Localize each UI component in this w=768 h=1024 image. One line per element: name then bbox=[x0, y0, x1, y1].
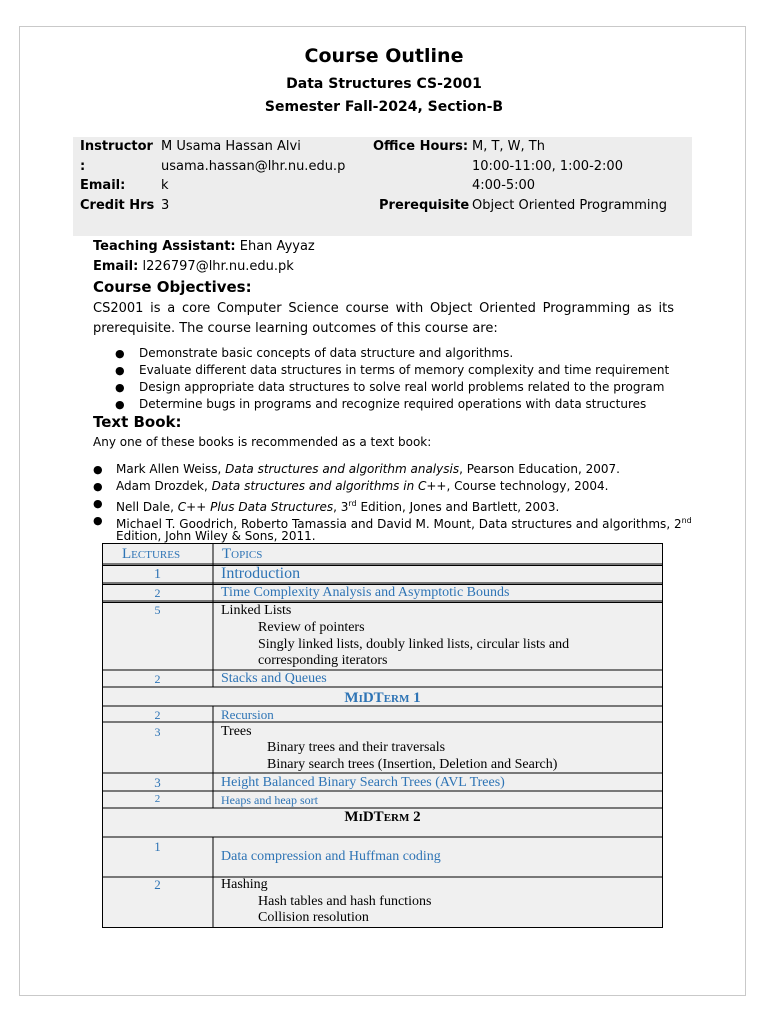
midterm-2-row: MIDTERM 2 bbox=[344, 809, 421, 825]
lecture-count: 2 bbox=[154, 586, 161, 600]
prerequisite-value: Object Oriented Programming bbox=[472, 198, 667, 213]
topic-recursion: Recursion bbox=[221, 707, 274, 722]
ta-email[interactable]: l226797@lhr.nu.edu.pk bbox=[142, 259, 294, 274]
lecture-count: 2 bbox=[154, 877, 161, 892]
credit-hours-label: Credit Hrs bbox=[80, 198, 155, 213]
textbook-heading: Text Book: bbox=[93, 413, 182, 431]
midterm-1-row: MIDTERM 1 bbox=[344, 690, 421, 706]
book-edition-suffix: rd bbox=[348, 499, 357, 508]
objective-item: Demonstrate basic concepts of data structure and algorithms. bbox=[139, 346, 514, 360]
page-title: Course Outline bbox=[304, 45, 464, 67]
ta-name: Ehan Ayyaz bbox=[239, 239, 315, 254]
lecture-count: 3 bbox=[154, 725, 161, 739]
book-title: Data structures and algorithms in C++ bbox=[211, 479, 447, 493]
book-author: Adam Drozdek, bbox=[116, 479, 212, 493]
lecture-count: 1 bbox=[154, 567, 161, 582]
credit-hours-value: 3 bbox=[161, 198, 170, 213]
book-publisher: Edition, Jones and Bartlett, 2003. bbox=[356, 500, 560, 514]
topic-introduction: Introduction bbox=[221, 565, 301, 582]
topic-hashing: Hashing bbox=[221, 877, 268, 892]
bullet-icon: ● bbox=[93, 497, 103, 510]
column-header-topics: TOPICS bbox=[222, 546, 263, 562]
bullet-icon: ● bbox=[115, 364, 125, 377]
course-info-box bbox=[73, 137, 692, 236]
subtopic: Collision resolution bbox=[258, 910, 369, 925]
lecture-count: 3 bbox=[154, 775, 161, 790]
topic-time-complexity: Time Complexity Analysis and Asymptotic Bounds bbox=[221, 585, 510, 600]
book-title: C++ Plus Data Structures bbox=[177, 500, 334, 514]
book-author: Michael T. Goodrich, Roberto Tamassia and David M. Mount, Data structures and algorithms, 2 bbox=[116, 517, 682, 531]
textbook-intro: Any one of these books is recommended as a text book: bbox=[93, 435, 432, 449]
subtopic: Binary trees and their traversals bbox=[267, 740, 446, 755]
bullet-icon: ● bbox=[115, 347, 125, 360]
book-edition-suffix: nd bbox=[681, 516, 692, 525]
subtopic: corresponding iterators bbox=[258, 653, 388, 668]
objective-item: Determine bugs in programs and recognize required operations with data structures bbox=[139, 397, 647, 411]
lecture-count: 2 bbox=[154, 672, 161, 686]
office-slot-1: 10:00-11:00, 1:00-2:00 bbox=[472, 159, 623, 174]
objectives-para-line-1: CS2001 is a core Computer Science course with Object Oriented Programming as its bbox=[93, 301, 674, 316]
semester-section: Semester Fall-2024, Section-B bbox=[264, 99, 504, 115]
instructor-name: M Usama Hassan Alvi bbox=[161, 139, 301, 154]
objective-item: Evaluate different data structures in terms of memory complexity and time requirement bbox=[139, 363, 670, 377]
topic-trees: Trees bbox=[221, 724, 252, 739]
instructor-label-colon: : bbox=[80, 159, 86, 174]
office-days: M, T, W, Th bbox=[472, 139, 545, 154]
bullet-icon: ● bbox=[115, 398, 125, 411]
office-hours-label: Office Hours: bbox=[373, 139, 469, 154]
book-item bbox=[116, 478, 608, 495]
instructor-email-cont[interactable]: k bbox=[161, 178, 169, 193]
prerequisite-label: Prerequisite bbox=[379, 198, 470, 213]
bullet-icon: ● bbox=[93, 463, 103, 476]
column-header-lectures: LECTURES bbox=[122, 546, 181, 562]
topic-linked-lists: Linked Lists bbox=[221, 603, 292, 618]
topic-stacks-queues: Stacks and Queues bbox=[221, 671, 327, 686]
bullet-icon: ● bbox=[115, 381, 125, 394]
book-item-cont: Edition, John Wiley & Sons, 2011. bbox=[116, 529, 316, 543]
ta-email-line bbox=[93, 257, 294, 276]
topic-avl-trees: Height Balanced Binary Search Trees (AVL Trees) bbox=[221, 775, 505, 790]
book-author: Mark Allen Weiss, bbox=[116, 462, 226, 476]
book-item bbox=[116, 461, 620, 478]
subtopic: Hash tables and hash functions bbox=[258, 894, 432, 909]
course-name: Data Structures CS-2001 bbox=[286, 76, 482, 92]
lecture-count: 5 bbox=[154, 603, 161, 617]
topic-huffman: Data compression and Huffman coding bbox=[221, 849, 441, 864]
topic-heaps: Heaps and heap sort bbox=[221, 793, 318, 807]
book-author: Nell Dale, bbox=[116, 500, 178, 514]
subtopic: Singly linked lists, doubly linked lists, circular lists and bbox=[258, 637, 570, 652]
objectives-heading: Course Objectives: bbox=[93, 278, 252, 296]
subtopic: Review of pointers bbox=[258, 620, 365, 635]
email-label: Email: bbox=[80, 178, 126, 193]
objective-item: Design appropriate data structures to solve real world problems related to the program bbox=[139, 380, 665, 394]
subtopic: Binary search trees (Insertion, Deletion and Search) bbox=[267, 757, 558, 772]
bullet-icon: ● bbox=[93, 480, 103, 493]
book-title: Data structures and algorithm analysis bbox=[225, 462, 460, 476]
lecture-count: 2 bbox=[154, 708, 161, 722]
schedule-table bbox=[102, 543, 663, 928]
ta-email-label: Email: bbox=[93, 259, 139, 274]
book-publisher: , Course technology, 2004. bbox=[446, 479, 609, 493]
book-edition: , 3 bbox=[333, 500, 349, 514]
instructor-email[interactable]: usama.hassan@lhr.nu.edu.p bbox=[161, 159, 346, 174]
instructor-label: Instructor bbox=[80, 139, 153, 154]
ta-label: Teaching Assistant: bbox=[93, 239, 236, 254]
lecture-count: 2 bbox=[154, 793, 161, 805]
office-slot-2: 4:00-5:00 bbox=[472, 178, 536, 193]
bullet-icon: ● bbox=[93, 514, 103, 527]
book-publisher: , Pearson Education, 2007. bbox=[459, 462, 620, 476]
objectives-para-line-2: prerequisite. The course learning outcomes of this course are: bbox=[93, 321, 498, 336]
lecture-count: 1 bbox=[154, 839, 161, 854]
teaching-assistant bbox=[93, 237, 315, 256]
